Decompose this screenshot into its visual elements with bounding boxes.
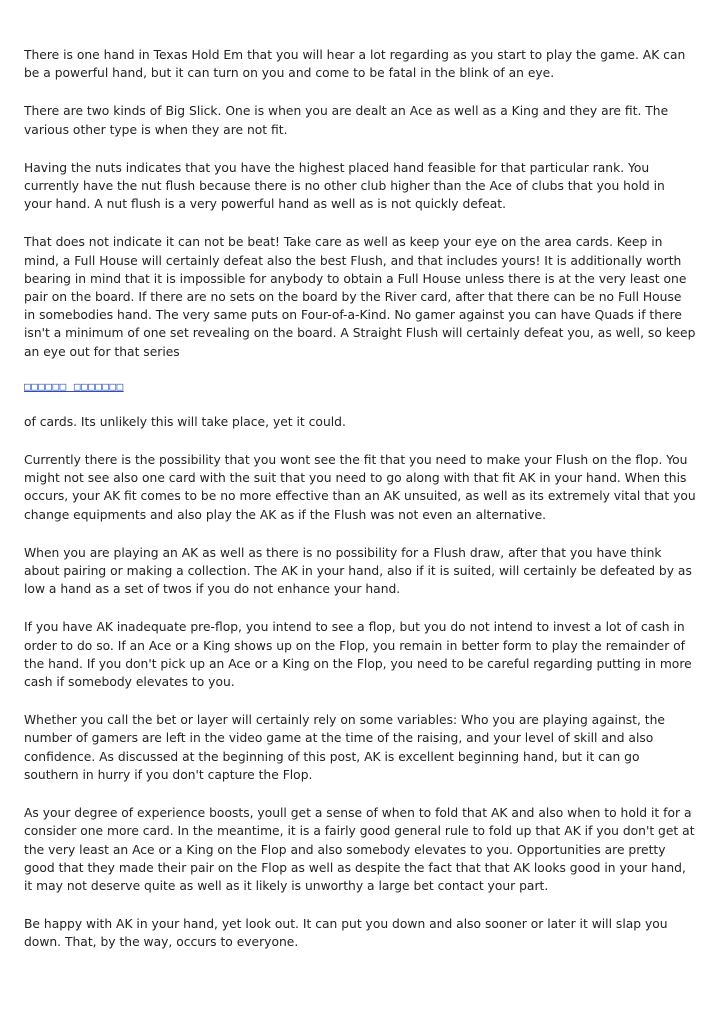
paragraph-cards: of cards. Its unlikely this will take place, yet it could. <box>24 414 346 429</box>
paragraph-experience: As your degree of experience boosts, youll get a sense of when to fold that AK and also when to hold it for a consider one more card. In the meantime, it is a fairly good general rule to fold up that AK if you don't get at the very least an Ace or a King on the Flop and also somebody elevates to you. Opportunities are pretty good that they made their pair on the Flop as well as despite the fact that that AK looks good in your hand, it may not deserve quite as well as it likely is unworthy a large bet contact your part. <box>24 806 695 893</box>
paragraph-pre-flop: If you have AK inadequate pre-flop, you intend to see a flop, but you do not intend to invest a lot of cash in order to do so. If an Ace or a King shows up on the Flop, you remain in better form to play the remainder of the hand. If you don't pick up an Ace or a King on the Flop, you need to be careful regarding putting in more cash if somebody elevates to you. <box>24 620 692 690</box>
paragraph-nut-flush: Having the nuts indicates that you have the highest placed hand feasible for that particular rank. You currently have the nut flush because there is no other club higher than the Ace of clubs that you hold in your hand. A nut flush is a very powerful hand as well as is not quickly defeat. <box>24 160 665 212</box>
article-body <box>24 46 696 972</box>
paragraph-intro: There is one hand in Texas Hold Em that you will hear a lot regarding as you start to play the game. AK can be a powerful hand, but it can turn on you and come to be fatal in the blink of an eye. <box>24 48 686 81</box>
paragraph-flop-suit: Currently there is the possibility that you wont see the fit that you need to make your Flush on the flop. You might not see also one card with the suit that you need to go along with that fit AK in your hand. When this occurs, your AK fit comes to be no more effective than an AK unsuited, as well as its extremely vital that you change equipments and also play the AK as if the Flush was not even an alternative. <box>24 453 696 522</box>
paragraph-big-slick: There are two kinds of Big Slick. One is when you are dealt an Ace as well as a King and they are fit. The various other type is when they are not fit. <box>24 104 669 137</box>
paragraph-conclusion: Be happy with AK in your hand, yet look out. It can put you down and also sooner or later it will slap you down. That, by the way, occurs to everyone. <box>24 917 668 950</box>
inline-link-row <box>24 377 696 395</box>
paragraph-no-flush-draw: When you are playing an AK as well as there is no possibility for a Flush draw, after that you have think about pairing or making a collection. The AK in your hand, also if it is suited, will certainly be defeated by as low a hand as a set of twos if you do not enhance your hand. <box>24 545 692 597</box>
article-link[interactable]: □□□□□□ □□□□□□□ <box>24 379 124 393</box>
paragraph-full-house: That does not indicate it can not be beat! Take care as well as keep your eye on the area cards. Keep in mind, a Full House will certainly defeat also the best Flush, and that includes yours! It is additionally worth bearing in mind that it is impossible for anybody to obtain a Full House unless there is at the very least one pair on the board. If there are no sets on the board by the River card, after that there can be no Full House in somebodies hand. The very same puts on Four-of-a-Kind. No gamer against you can have Quads if there isn't a minimum of one set revealing on the board. A Straight Flush will certainly defeat you, as well, so keep an eye out for that series <box>24 235 696 359</box>
paragraph-call-or-fold: Whether you call the bet or layer will certainly rely on some variables: Who you are playing against, the number of gamers are left in the video game at the time of the raising, and your level of skill and also confidence. As discussed at the beginning of this post, AK is excellent beginning hand, but it can go southern in hurry if you don't capture the Flop. <box>24 713 665 782</box>
